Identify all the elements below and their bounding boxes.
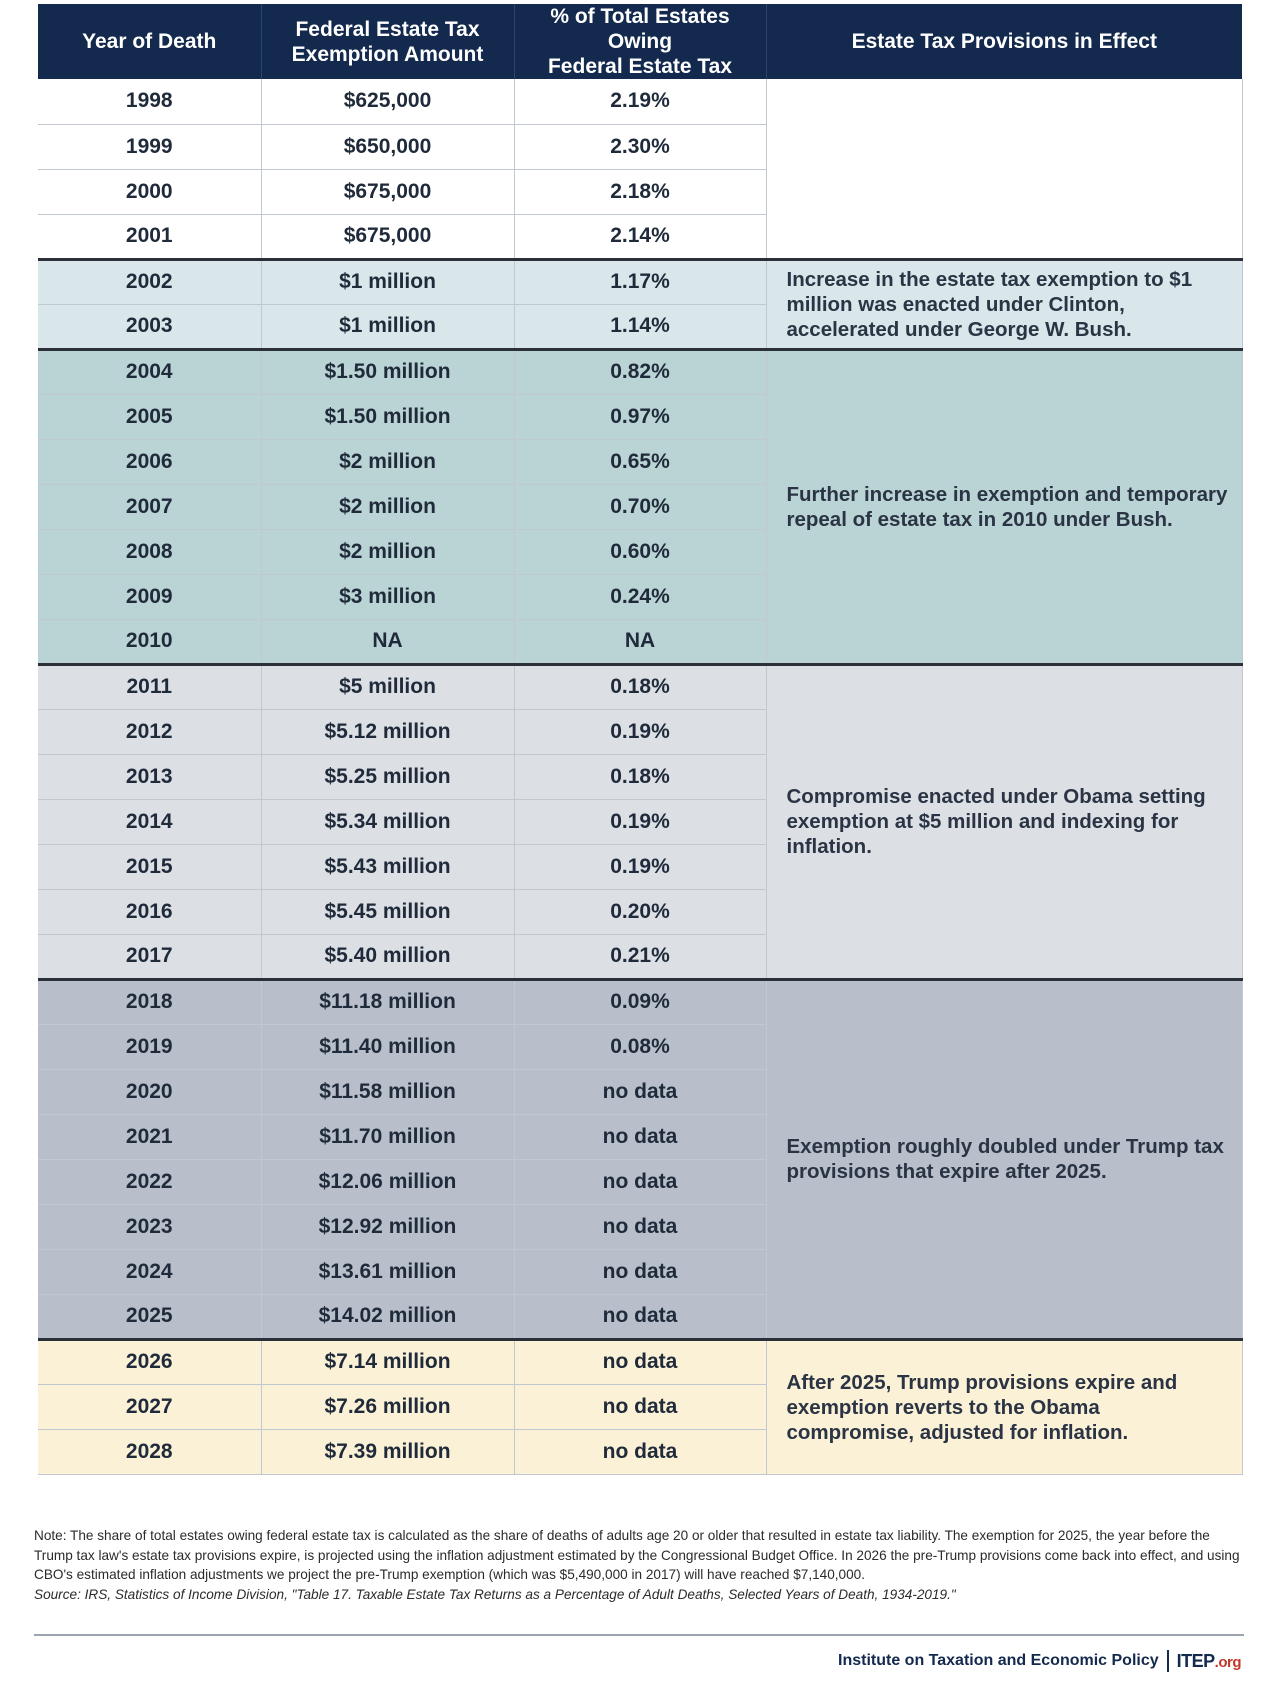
itep-logo-suffix: .org	[1214, 1653, 1241, 1671]
provision-note: Compromise enacted under Obama setting exemption at $5 million and indexing for inflation.	[766, 664, 1242, 979]
percent-cell: 0.60%	[514, 529, 766, 574]
percent-cell: no data	[514, 1204, 766, 1249]
year-cell: 2026	[38, 1339, 261, 1384]
footer-separator	[1167, 1650, 1169, 1672]
year-cell: 2016	[38, 889, 261, 934]
percent-cell: 0.65%	[514, 439, 766, 484]
year-cell: 2013	[38, 754, 261, 799]
year-cell: 2001	[38, 214, 261, 259]
year-cell: 2009	[38, 574, 261, 619]
exemption-cell: $1.50 million	[261, 349, 514, 394]
exemption-cell: $12.92 million	[261, 1204, 514, 1249]
year-cell: 2002	[38, 259, 261, 304]
percent-cell: no data	[514, 1294, 766, 1339]
exemption-cell: $5.25 million	[261, 754, 514, 799]
exemption-cell: $5 million	[261, 664, 514, 709]
percent-cell: 1.17%	[514, 259, 766, 304]
header-percent-owing	[514, 4, 766, 79]
year-cell: 2027	[38, 1384, 261, 1429]
year-cell: 2028	[38, 1429, 261, 1474]
percent-cell: 2.18%	[514, 169, 766, 214]
percent-cell: 0.18%	[514, 664, 766, 709]
exemption-cell: $7.14 million	[261, 1339, 514, 1384]
percent-cell: no data	[514, 1249, 766, 1294]
year-cell: 2018	[38, 979, 261, 1024]
year-cell: 2000	[38, 169, 261, 214]
note-text: Note: The share of total estates owing federal estate tax is calculated as the share of deaths of adults age 20 or older that resulted in estate tax liability. The exemption for 2025, the year before the Trump tax law's estate tax provisions expire, is projected using the inflation adjustment estimated by the Congressional Budget Office. In 2026 the pre-Trump provisions come back into effect, and using CBO's estimated inflation adjustments we project the pre-Trump exemption (which was $5,490,000 in 2017) will have reached $7,140,000.	[34, 1528, 1240, 1582]
percent-cell: no data	[514, 1069, 766, 1114]
header-line: Federal Estate Tax	[295, 17, 480, 41]
percent-cell: 0.82%	[514, 349, 766, 394]
exemption-cell: $1 million	[261, 304, 514, 349]
percent-cell: 0.08%	[514, 1024, 766, 1069]
year-cell: 2008	[38, 529, 261, 574]
percent-cell: 0.70%	[514, 484, 766, 529]
year-cell: 2022	[38, 1159, 261, 1204]
percent-cell: 1.14%	[514, 304, 766, 349]
exemption-cell: $13.61 million	[261, 1249, 514, 1294]
table-row	[38, 259, 1242, 304]
exemption-cell: $5.34 million	[261, 799, 514, 844]
percent-cell: 2.14%	[514, 214, 766, 259]
exemption-cell: $5.43 million	[261, 844, 514, 889]
header-year-of-death	[38, 4, 261, 79]
year-cell: 1999	[38, 124, 261, 169]
percent-cell: 0.21%	[514, 934, 766, 979]
footer	[838, 1650, 1241, 1672]
year-cell: 2005	[38, 394, 261, 439]
percent-cell: 0.97%	[514, 394, 766, 439]
exemption-cell: $2 million	[261, 439, 514, 484]
provision-note	[766, 79, 1242, 259]
exemption-cell: $11.40 million	[261, 1024, 514, 1069]
source-text: Source: IRS, Statistics of Income Division, "Table 17. Taxable Estate Tax Returns as a Percentage of Adult Deaths, Selected Years of Death, 1934-2019."	[34, 1586, 956, 1602]
exemption-cell: $5.45 million	[261, 889, 514, 934]
year-cell: 2023	[38, 1204, 261, 1249]
exemption-cell: $1.50 million	[261, 394, 514, 439]
year-cell: 2011	[38, 664, 261, 709]
table-body	[38, 79, 1242, 1474]
year-cell: 2007	[38, 484, 261, 529]
exemption-cell: $11.58 million	[261, 1069, 514, 1114]
exemption-cell: $675,000	[261, 214, 514, 259]
provision-note: Increase in the estate tax exemption to $1 million was enacted under Clinton, accelerated under George W. Bush.	[766, 259, 1242, 349]
percent-cell: no data	[514, 1429, 766, 1474]
percent-cell: 0.19%	[514, 709, 766, 754]
percent-cell: 0.24%	[514, 574, 766, 619]
percent-cell: 2.19%	[514, 79, 766, 124]
year-cell: 2025	[38, 1294, 261, 1339]
exemption-cell: $2 million	[261, 484, 514, 529]
header-line: % of Total Estates Owing	[550, 5, 730, 53]
itep-logo-main: ITEP	[1176, 1650, 1215, 1671]
percent-cell: no data	[514, 1339, 766, 1384]
exemption-cell: $14.02 million	[261, 1294, 514, 1339]
header-line: Federal Estate Tax	[547, 55, 733, 78]
provision-note: Exemption roughly doubled under Trump tax provisions that expire after 2025.	[766, 979, 1242, 1339]
year-cell: 2003	[38, 304, 261, 349]
table-row	[38, 664, 1242, 709]
exemption-cell: $5.40 million	[261, 934, 514, 979]
exemption-cell: $5.12 million	[261, 709, 514, 754]
year-cell: 2020	[38, 1069, 261, 1114]
exemption-cell: $675,000	[261, 169, 514, 214]
footer-org-name: Institute on Taxation and Economic Policy	[838, 1652, 1159, 1669]
year-cell: 2024	[38, 1249, 261, 1294]
percent-cell: 0.09%	[514, 979, 766, 1024]
table-row	[38, 79, 1242, 124]
footnotes	[34, 1526, 1244, 1604]
exemption-cell: $625,000	[261, 79, 514, 124]
year-cell: 2021	[38, 1114, 261, 1159]
estate-tax-table	[38, 4, 1243, 1475]
table-row	[38, 1339, 1242, 1384]
percent-cell: no data	[514, 1114, 766, 1159]
estate-tax-table-container	[38, 4, 1242, 1475]
year-cell: 2006	[38, 439, 261, 484]
exemption-cell: NA	[261, 619, 514, 664]
year-cell: 2012	[38, 709, 261, 754]
year-cell: 2014	[38, 799, 261, 844]
exemption-cell: $7.26 million	[261, 1384, 514, 1429]
provision-note: Further increase in exemption and temporary repeal of estate tax in 2010 under Bush.	[766, 349, 1242, 664]
table-row	[38, 349, 1242, 394]
header-provisions	[766, 4, 1242, 79]
exemption-cell: $11.18 million	[261, 979, 514, 1024]
percent-cell: 0.19%	[514, 844, 766, 889]
percent-cell: NA	[514, 619, 766, 664]
exemption-cell: $650,000	[261, 124, 514, 169]
year-cell: 2004	[38, 349, 261, 394]
percent-cell: 2.30%	[514, 124, 766, 169]
year-cell: 2015	[38, 844, 261, 889]
percent-cell: 0.18%	[514, 754, 766, 799]
table-header-row	[38, 4, 1242, 79]
header-exemption-amount	[261, 4, 514, 79]
header-line: Exemption Amount	[291, 42, 484, 66]
percent-cell: no data	[514, 1384, 766, 1429]
provision-note: After 2025, Trump provisions expire and exemption reverts to the Obama compromise, adjusted for inflation.	[766, 1339, 1242, 1474]
percent-cell: 0.19%	[514, 799, 766, 844]
header-line: Estate Tax Provisions in Effect	[851, 30, 1157, 53]
table-row	[38, 979, 1242, 1024]
exemption-cell: $12.06 million	[261, 1159, 514, 1204]
exemption-cell: $1 million	[261, 259, 514, 304]
year-cell: 2010	[38, 619, 261, 664]
year-cell: 2017	[38, 934, 261, 979]
exemption-cell: $7.39 million	[261, 1429, 514, 1474]
footer-divider	[34, 1634, 1244, 1636]
year-cell: 2019	[38, 1024, 261, 1069]
percent-cell: 0.20%	[514, 889, 766, 934]
exemption-cell: $11.70 million	[261, 1114, 514, 1159]
itep-logo[interactable]	[1177, 1651, 1241, 1672]
exemption-cell: $3 million	[261, 574, 514, 619]
year-cell: 1998	[38, 79, 261, 124]
percent-cell: no data	[514, 1159, 766, 1204]
exemption-cell: $2 million	[261, 529, 514, 574]
header-line: Year of Death	[82, 30, 217, 53]
